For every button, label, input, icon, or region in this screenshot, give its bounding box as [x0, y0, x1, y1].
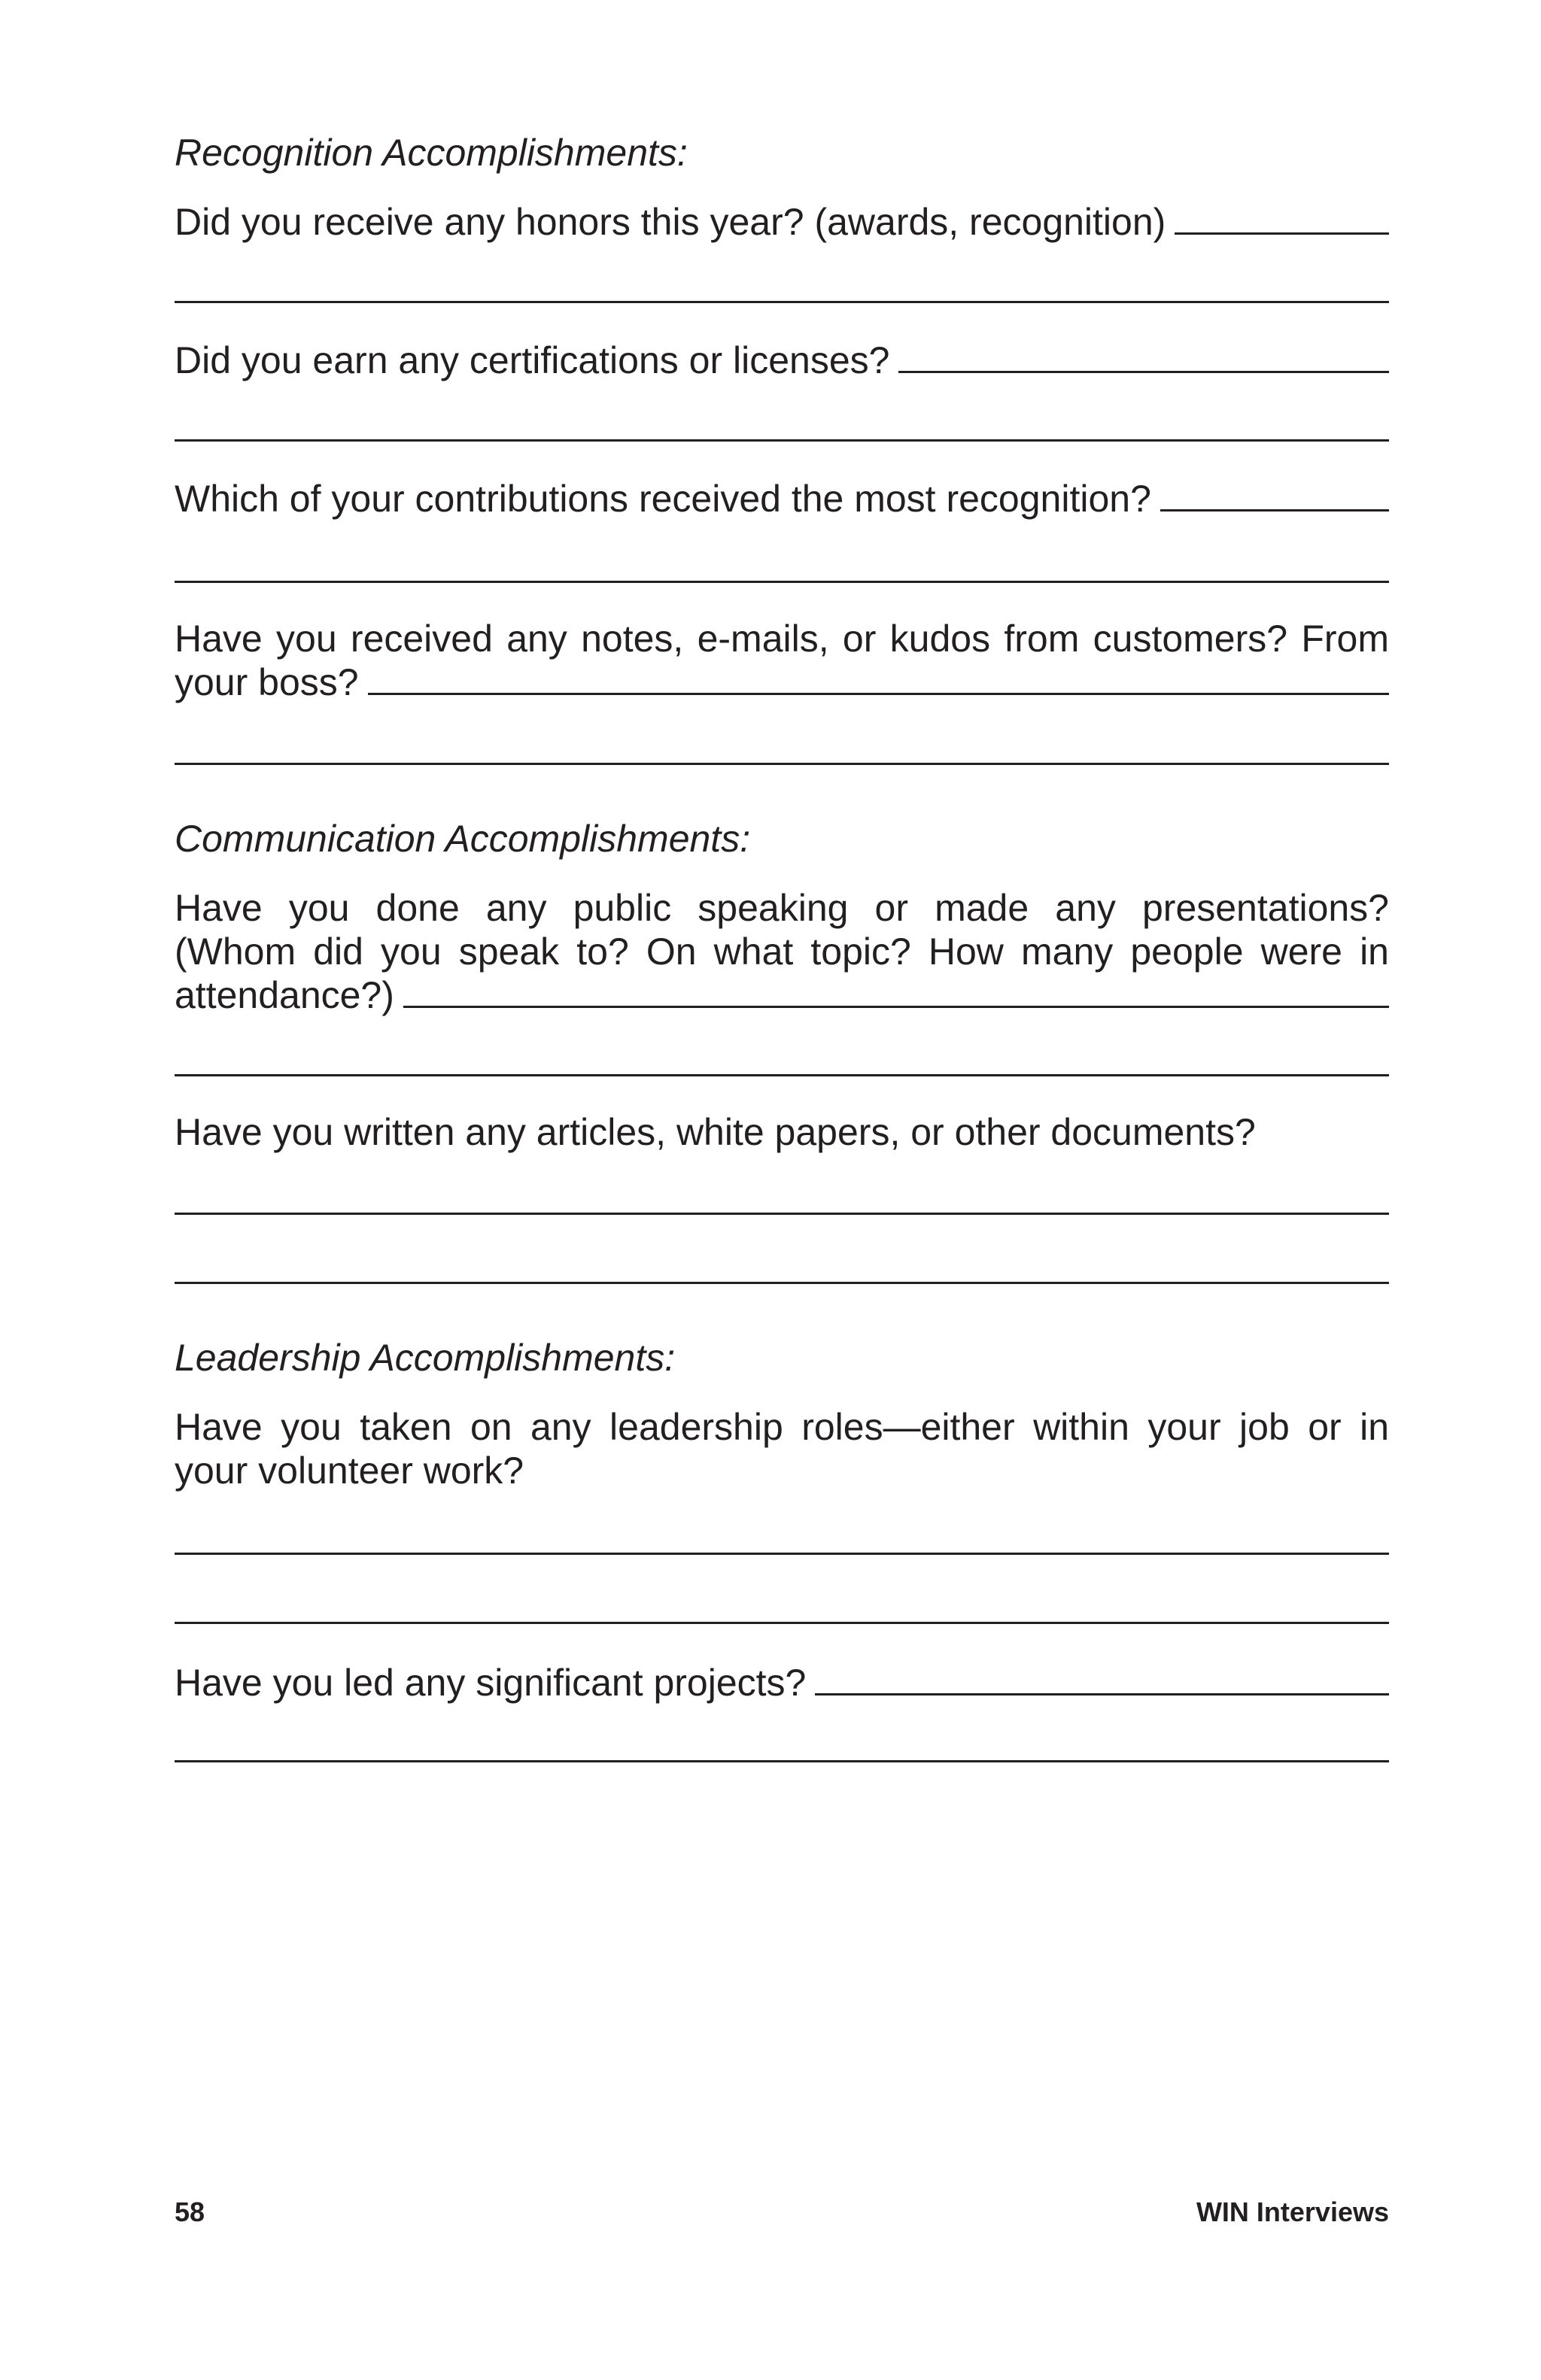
question-kudos-line2 [175, 660, 1389, 704]
question-articles [175, 1110, 1389, 1154]
question-public-speaking-line1: Have you done any public speaking or made any presentations? [175, 887, 1389, 929]
answer-line[interactable] [175, 1213, 1389, 1215]
question-kudos-line2-text: your boss? [175, 661, 359, 703]
question-public-speaking-line2: (Whom did you speak to? On what topic? How many people were in [175, 930, 1389, 973]
answer-line[interactable] [403, 1006, 1389, 1008]
question-contributions-text: Which of your contributions received the most recognition? [175, 478, 1151, 520]
answer-line[interactable] [175, 763, 1389, 765]
question-projects-text: Have you led any significant projects? [175, 1662, 807, 1704]
answer-line[interactable] [175, 1074, 1389, 1076]
question-projects [175, 1661, 1389, 1705]
answer-line[interactable] [175, 301, 1389, 303]
question-kudos [175, 617, 1389, 704]
page-number: 58 [175, 2196, 205, 2227]
answer-line[interactable] [175, 1622, 1389, 1624]
question-public-speaking-line3 [175, 973, 1389, 1017]
answer-line[interactable] [175, 1760, 1389, 1762]
communication-heading: Communication Accomplishments: [175, 818, 751, 860]
answer-line[interactable] [175, 439, 1389, 442]
question-kudos-line1: Have you received any notes, e-mails, or kudos from customers? From [175, 618, 1389, 660]
leadership-heading: Leadership Accomplishments: [175, 1337, 676, 1379]
question-honors [175, 200, 1389, 244]
answer-line[interactable] [1160, 509, 1389, 512]
question-contributions [175, 477, 1389, 521]
question-certifications [175, 338, 1389, 382]
answer-line[interactable] [175, 1282, 1389, 1284]
answer-line[interactable] [898, 371, 1389, 373]
question-public-speaking [175, 886, 1389, 1017]
answer-line[interactable] [175, 1553, 1389, 1555]
question-leadership-roles-line1: Have you taken on any leadership roles—either within your job or in [175, 1406, 1389, 1448]
worksheet-page [175, 0, 1389, 2380]
question-certifications-text: Did you earn any certifications or licenses? [175, 339, 890, 381]
question-leadership-roles-line2: your volunteer work? [175, 1450, 524, 1492]
book-title: WIN Interviews [1196, 2196, 1389, 2227]
recognition-heading: Recognition Accomplishments: [175, 132, 688, 174]
answer-line[interactable] [1175, 232, 1389, 235]
question-honors-text: Did you receive any honors this year? (awards, recognition) [175, 201, 1166, 243]
answer-line[interactable] [368, 693, 1389, 695]
question-leadership-roles [175, 1405, 1389, 1492]
question-articles-text: Have you written any articles, white papers, or other documents? [175, 1111, 1256, 1153]
answer-line[interactable] [175, 581, 1389, 583]
question-public-speaking-line3-text: attendance?) [175, 974, 394, 1016]
answer-line[interactable] [815, 1693, 1389, 1695]
